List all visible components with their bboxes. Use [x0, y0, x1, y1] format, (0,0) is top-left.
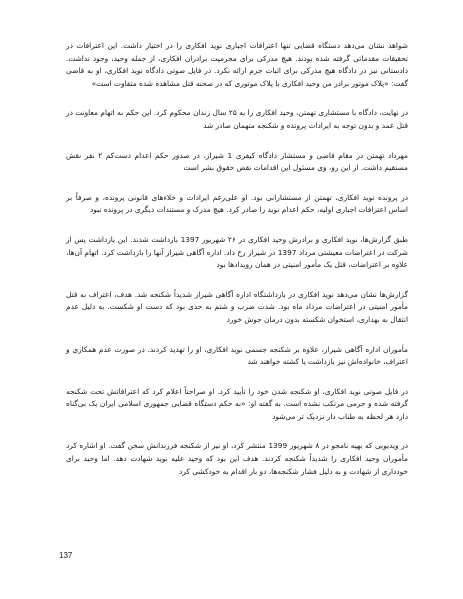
paragraph: شواهد نشان می‌دهد دستگاه قضایی تنها اعترافات اجباری نوید افکاری را در اختیار داشت. این اعترافات در تحقیقات مقدماتی گرفته شده بودند. هیچ مدرکی برای مجرمیت برادران افکاری، از جمله وحید، وجود نداشت. دادستانی نیز در دادگاه هیچ مدرکی برای اثبات جرم ارائه نکرد. در فایل صوتی دادگاه نوید افکاری، او به قاضی گفت: «پلاک موتور برادر من وحید افکاری با پلاک موتوری که در صحنه قتل مشاهده شده متفاوت است» [66, 41, 408, 88]
paragraph: در پرونده نوید افکاری، تهمتن از مستشارانی بود. او علی‌رغم ایرادات و خلاءهای قانونی پرونده، و صرفاً بر اساس اعترافات اجباری اولیه، حکم اعدام نوید را صادر کرد. هیچ مدرک و مستندات دیگری در پرونده نبود [66, 192, 408, 215]
paragraph: در نهایت، دادگاه با مستشاری تهمتن، وحید افکاری را به ۲۵ سال زندان محکوم کرد. این حکم به اتهام معاونت در قتل عمد و بدون توجه به ایرادات پرونده و شکنجه متهمان صادر شد [66, 108, 408, 130]
paragraph: مهرداد تهمتن در مقام قاضی و مستشار دادگاه کیفری 1 شیراز، در صدور حکم اعدام دست‌کم ۲ نفر نقش مستقیم داشت. از این رو، وی مسئول این اقدامات نقض حقوق بشر است [66, 150, 408, 173]
paragraph: در ویدیویی که بهیه نامجو در ۸ شهریور 1399 منتشر کرد، او نیز از شکنجه فرزندانش سخن گفت. او اشاره کرد مأموران وحید افکاری را شدیداً شکنجه کردند. هدف این بود که وحید علیه نوید شهادت دهد. اما وحید برای خودداری از شهادت و به دلیل فشار شکنجه‌ها، دو بار اقدام به خودکشی کرد [66, 441, 408, 476]
paragraph: در فایل صوتی نوید افکاری، او شکنجه شدن خود را تأیید کرد. او صراحتاً اعلام کرد که اعترافاتش تحت شکنجه گرفته شده و جرمی مرتکب نشده است. به گفته او: «به حکم دستگاه قضایی جمهوری اسلامی ایران یک بی‌گناه دارد هر لحظه به طناب دار نزدیک تر می‌شود [66, 386, 408, 421]
paragraph: مأموران اداره آگاهی شیراز، علاوه بر شکنجه جسمی نوید افکاری، او را تهدید کردند. در صورت عدم همکاری و اعتراف، خانواده‌اش نیز بازداشت یا کشته خواهند شد [66, 344, 408, 367]
paragraph: گزارش‌ها نشان می‌دهد نوید افکاری در بازداشتگاه اداره آگاهی شیراز شدیداً شکنجه شد. هدف، اعتراف به قتل مأمور امنیتی در اعتراضات مرداد ماه بود. شدت ضرب و شتم به حدی بود که دست او شکست. به دلیل عدم انتقال به بهداری، استخوان شکسته بدون درمان جوش خورد [66, 289, 408, 324]
page-number: 137 [59, 551, 73, 560]
body-text [66, 40, 408, 495]
paragraph: طبق گزارش‌ها، نوید افکاری و برادرش وحید افکاری در ۲۶ شهریور 1397 بازداشت شدند. این بازداشت پس از شرکت در اعتراضات معیشتی مرداد 1397 در شیراز رخ داد. اداره آگاهی شیراز آنها را بازداشت کرد. اتهام آن‌ها، علاوه بر اعتراضات، قتل یک مأمور امنیتی در همان رویدادها بود [66, 234, 408, 270]
